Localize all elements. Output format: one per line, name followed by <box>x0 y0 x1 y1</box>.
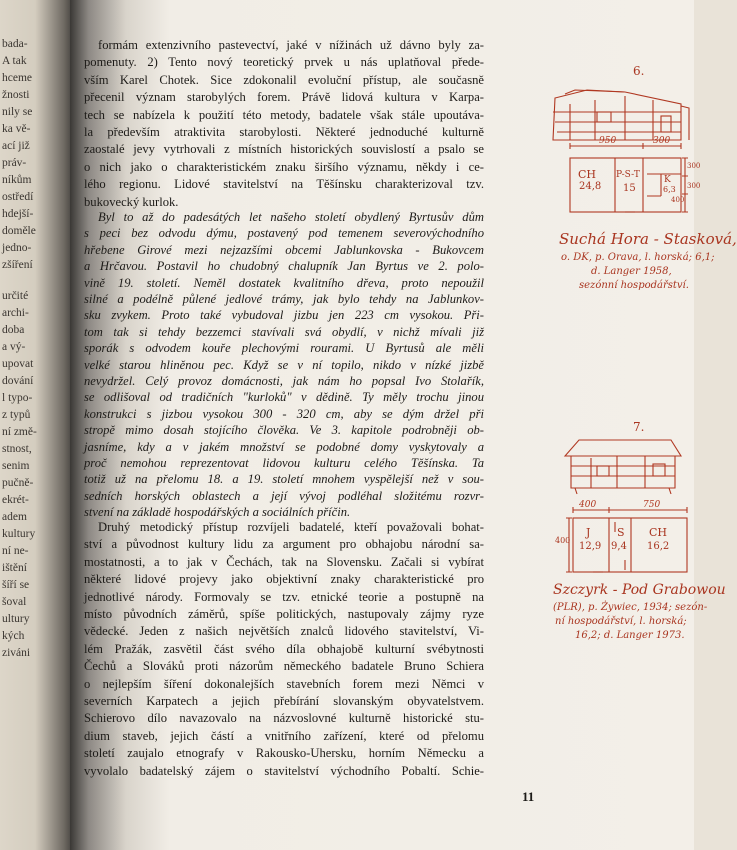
sketch6-room-ch: CH <box>578 168 597 181</box>
left-page-fragment: doba <box>2 324 25 336</box>
text-line: sedních horských oblastech a její vývoj podléhal složitému rozvr- <box>84 488 484 503</box>
text-line: Druhý metodický přístup rozvíjeli badatelé, kteří považovali bohat- <box>98 520 484 534</box>
text-line: sku zvykem. Proto také vybudoval jizbu jen 223 cm vysokou. Při- <box>84 308 484 323</box>
text-line: jednotlivé národy. Formovaly se tzv. etnické teorie a postupně na <box>84 589 484 604</box>
sketch7-room-j: J <box>586 526 591 539</box>
left-page-fragment: A tak <box>2 55 27 67</box>
text-line: a Hrčavou. Postavil ho chudobný chalupník Jan Byrtus ve 2. polo- <box>84 259 484 274</box>
sketch6-caption-line3: d. Langer 1958, <box>591 266 672 277</box>
left-page-fragment: archi- <box>2 307 29 319</box>
sketch6-dim-side-1: 400 <box>671 196 685 204</box>
left-page-fragment: kultury <box>2 528 36 540</box>
sketch7-caption-line4: 16,2; d. Langer 1973. <box>575 630 685 641</box>
text-line: hřebene Girové mezi nejzazšími obcemi Jablunkovska - Bukovcem <box>84 242 484 257</box>
sketch7-caption-title: Szczyrk - Pod Grabowou <box>553 582 726 598</box>
house-7-sketch <box>475 0 690 850</box>
left-page-fragment: l typo- <box>2 392 33 404</box>
text-line: velké starou hliněnou pec. Když se v ní topilo, nikdo v nízké jizbě <box>84 357 484 372</box>
text-line: pomenuty. 2) Tento nový teoretický prvek u nás uplatňoval přede- <box>84 55 484 70</box>
left-page-fragment: kých <box>2 630 25 642</box>
left-page-fragment: práv- <box>2 157 27 169</box>
text-line: vším Karel Chotek. Sice zdokonalil evoluční přístup, ale současně <box>84 72 484 87</box>
text-line: dium staveb, jejich částí a vnitřního zařízení, které od přelomu <box>84 728 484 743</box>
sketch6-room-pst-area: 15 <box>623 183 636 194</box>
text-line: vině 19. století. Neměl dostatek kvalitního dřeva, proto nepoužil <box>84 275 484 290</box>
sketch6-caption-line2: o. DK, p. Orava, l. horská; 6,1; <box>561 252 715 263</box>
text-line: o nich jako o charakteristickém znaku širšího významu, někdy i ce- <box>84 159 484 174</box>
left-page-fragment: nily se <box>2 106 33 118</box>
text-line: se odlišoval od tradičních "kurloků" v dědině. Ty měly trochu jinou <box>84 390 484 405</box>
left-page-fragment: žnosti <box>2 89 30 101</box>
sketch7-dim-400: 400 <box>579 500 597 510</box>
sketch7-room-ch: CH <box>649 526 668 539</box>
left-page-fragment: ultury <box>2 613 30 625</box>
text-line: sporák s odvodem kouře plechovými rourami. U Byrtusů ale měli <box>84 341 484 356</box>
left-page-fragment: ziváni <box>2 647 31 659</box>
text-line: zaostalé jevy vytrhovali z místních historických souvislostí a psalo se <box>84 142 484 157</box>
text-line: la především atraktivita starobylosti. Některé jednoduché kulturně <box>84 125 484 139</box>
sketch6-number: 6. <box>633 64 645 78</box>
left-page-fragment: šíří se <box>2 579 30 591</box>
text-line: mostatnosti, a to jak v Čechách, tak na Slovensku. Začali si vybírat <box>84 554 484 569</box>
text-line: konstrukci s jizbou vysokou 300 - 320 cm, aby se dým držel při <box>84 406 484 421</box>
page-number: 11 <box>522 789 535 804</box>
left-page-fragment: doměle <box>2 225 36 237</box>
book-page <box>70 0 737 850</box>
left-page-strip <box>0 0 78 850</box>
left-page-fragment: adem <box>2 511 27 523</box>
text-line: přecenil význam starobylých forem. Právě lidová kultura v Karpa- <box>84 90 484 105</box>
left-page-fragment: ní ne- <box>2 545 29 557</box>
left-page-fragment: z typů <box>2 409 31 421</box>
sketch7-room-ch-area: 16,2 <box>647 541 670 552</box>
sketch-column <box>475 0 737 850</box>
sketch6-dim-side-2: 300 <box>687 162 701 170</box>
sketch6-caption-title: Suchá Hora - Stasková, <box>559 230 737 248</box>
text-line: severních Karpatech a jejich přebírání slovanským obyvatelstvem. <box>84 694 484 708</box>
text-line: tech se nabízela k použití této metody, badatele však stále upoutáva- <box>84 107 484 122</box>
left-page-fragment: pučně- <box>2 477 34 489</box>
sketch6-dim-950: 950 <box>599 136 617 146</box>
text-line: o nejlepším šíření dokonalejších stavebních forem mezi Němci v <box>84 676 484 691</box>
left-page-fragment: ní změ- <box>2 426 37 438</box>
left-page-fragment: upovat <box>2 358 34 370</box>
text-line: nevydržel. Celý provoz domácnosti, jak nám ho popsal Ivo Stolařík, <box>84 374 484 388</box>
text-line: Čechů a Slováků proti názorům německého badatele Bruno Schiera <box>84 659 484 674</box>
text-line: Schierovo dílo navazovalo na názvoslovné kulturně historické stu- <box>84 711 484 726</box>
sketch7-dim-750: 750 <box>643 500 661 510</box>
main-text-column <box>70 0 490 850</box>
house-7-elevation <box>565 440 681 494</box>
text-line: některé lidové projevy jako objektivní znaky charakteristické pro <box>84 572 484 587</box>
text-line: ství a původnost kultury lidu za argument pro obhajobu národní sa- <box>84 537 484 552</box>
sketch7-dim-side: 400 <box>555 536 571 545</box>
text-line: lého regionu. Lidové stavitelství na Těšínsku charakterizoval tzv. <box>84 177 484 192</box>
text-line: jasníme, kdy a v jakém množství se podobné domy vyskytovaly a <box>84 439 484 454</box>
left-page-fragment: ištění <box>2 562 27 574</box>
text-line: místo původních záměrů, spíše politických, nastupovaly zájmy ryze <box>84 607 484 621</box>
text-line: bukovecký kurlok. <box>84 194 179 209</box>
sketch6-room-k: K <box>664 175 671 185</box>
left-page-fragment: zšíření <box>2 259 33 271</box>
sketch6-room-k-area: 6,3 <box>663 185 676 194</box>
left-page-fragment: stnost, <box>2 443 32 455</box>
text-line: vědecké. Jeden z našich největších znalců lidového stavitelství, Vi- <box>84 624 484 639</box>
text-line: Byl to až do padesátých let našeho století obydlený Byrtusův dům <box>98 210 484 224</box>
left-page-fragment: hceme <box>2 72 33 84</box>
sketch6-caption-line4: sezónní hospodářství. <box>579 280 689 291</box>
left-page-fragment: dování <box>2 375 34 387</box>
left-page-fragment: ekrét- <box>2 494 29 506</box>
sketch6-room-pst: P-S-T <box>616 170 640 180</box>
left-page-fragment: hdejší- <box>2 208 34 220</box>
text-line: s peci bez odvodu dýmu, postavený pod temenem severovýchodního <box>84 226 484 241</box>
left-page-fragment: níkům <box>2 174 32 186</box>
sketch6-dim-300: 300 <box>653 136 671 146</box>
sketch7-room-s: S <box>617 526 625 539</box>
text-line: silné a podélně půlené jedlové trámy, jak bylo tehdy na Jablunkov- <box>84 292 484 306</box>
sketch7-caption-line2: (PLR), p. Żywiec, 1934; sezón- <box>553 602 708 613</box>
text-line: formám extenzivního pastevectví, jaké v nížinách už dávno byly za- <box>98 38 484 52</box>
text-line: lém Pražák, zasvětil část svého díla obhajobě kulturní svébytnosti <box>84 641 484 656</box>
sketch6-dim-side-3: 300 <box>687 182 701 190</box>
left-page-fragment: ací již <box>2 140 30 152</box>
sketch7-room-s-area: 9,4 <box>611 541 627 552</box>
left-page-fragment: bada- <box>2 38 28 50</box>
left-page-fragment: ostředí <box>2 191 34 203</box>
sketch7-number: 7. <box>633 420 645 434</box>
text-line: století zaujalo etnografy v Rakousko-Uhersku, horním Německu a <box>84 746 484 761</box>
left-page-fragment: senim <box>2 460 30 472</box>
left-page-fragment: ka vě- <box>2 123 31 135</box>
text-line: tom tak si tehdy bezzemci stavívali svá obydlí, v nichž mívali již <box>84 324 484 339</box>
sketch7-caption-line3: ní hospodářství, l. horská; <box>555 616 687 627</box>
left-page-fragment: jedno- <box>2 242 32 254</box>
sketch6-room-ch-area: 24,8 <box>579 181 602 192</box>
text-line: stvení na základě hospodářských a sociálních příčin. <box>84 505 351 520</box>
left-page-fragment: šoval <box>2 596 27 608</box>
text-line: proč nemohou reprezentovat lidovou kulturu celého Těšínska. Ta <box>84 456 484 470</box>
left-page-fragment: a vý- <box>2 341 26 353</box>
sketch7-room-j-area: 12,9 <box>579 541 602 552</box>
text-line: totiž už na přelomu 18. a 19. století mnohem vyspělejší než v sou- <box>84 472 484 487</box>
text-line: vyvolalo badatelský zájem o stavitelství východního Pobaltí. Schie- <box>84 763 484 778</box>
text-line: stropě mimo dosah stojícího člověka. Ve 3. kapitole podrobněji ob- <box>84 423 484 438</box>
left-page-fragment: určité <box>2 290 29 302</box>
